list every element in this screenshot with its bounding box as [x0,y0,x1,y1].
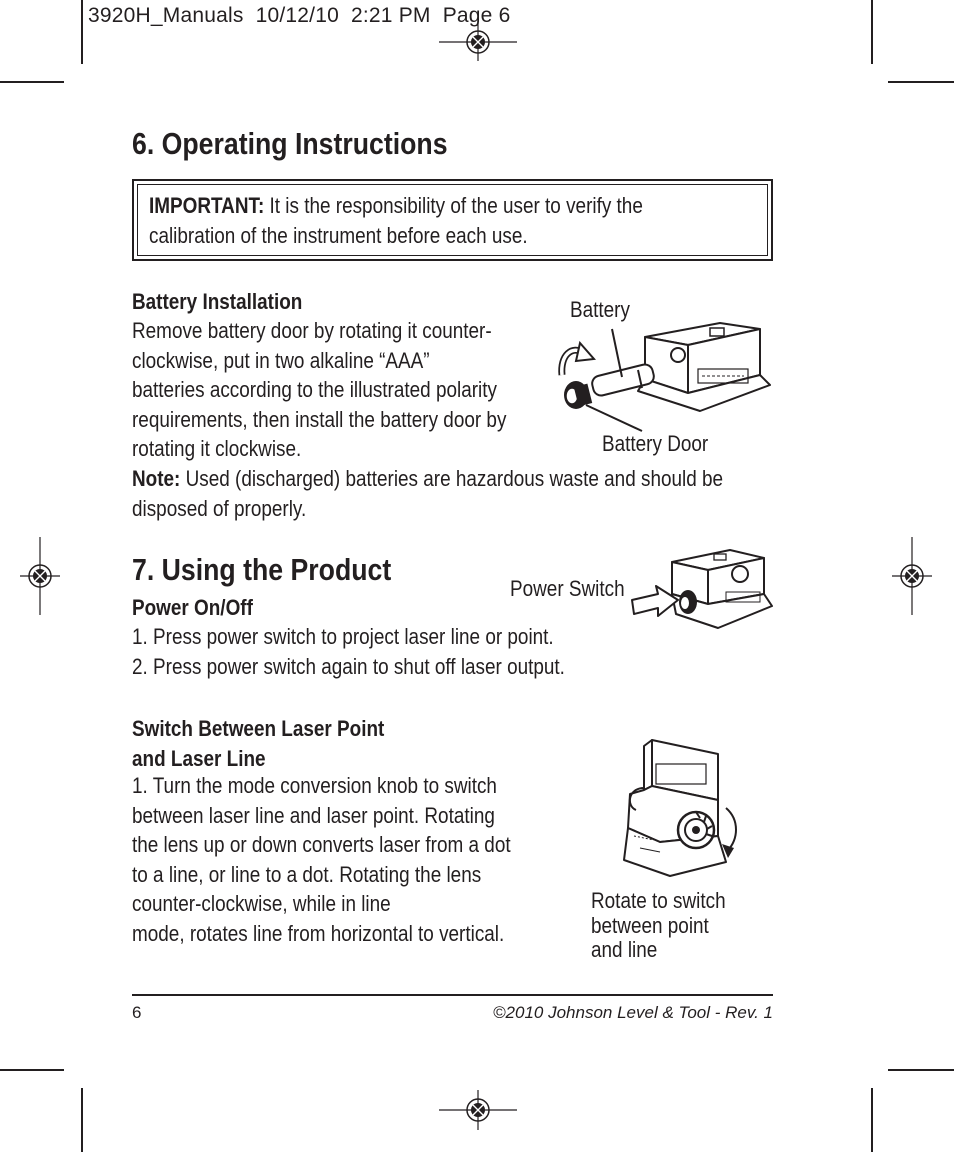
power-switch-illustration [630,548,778,640]
crop-mark-top-right-v [871,0,873,64]
crop-mark-top-left-v [81,0,83,64]
crop-mark-bottom-left-v [81,1088,83,1152]
note-label: Note: [132,466,181,491]
battery-installation-illustration [550,315,780,435]
mode-knob-illustration [600,736,750,884]
switch-text-line: the lens up or down converts laser from a dot [132,832,511,857]
switch-text-line: mode, rotates line from horizontal to vertical. [132,920,505,946]
figure-label-battery-door: Battery Door [602,431,709,456]
section-6-title: 6. Operating Instructions [132,126,448,161]
battery-text-line: requirements, then install the battery door by [132,406,507,432]
registration-mark-right-icon [892,537,932,615]
mode-knob-caption [591,889,726,963]
important-notice-box [132,179,773,261]
battery-installation-text [132,316,506,464]
crop-mark-top-left-h [0,81,64,83]
power-on-off-steps [132,622,565,681]
switch-text-line: 1. Turn the mode conversion knob to switch [132,773,497,798]
print-slug-line: 3920H_Manuals 10/12/10 2:21 PM Page 6 [88,4,511,27]
registration-mark-top-icon [439,23,517,61]
switch-mode-text [132,771,511,948]
mode-knob-caption-line: Rotate to switch [591,888,726,913]
crop-mark-bottom-right-v [871,1088,873,1152]
power-step: 2. Press power switch again to shut off laser output. [132,653,565,679]
switch-mode-heading-line-2: and Laser Line [132,745,266,771]
footer-rule [132,994,773,996]
battery-text-line: batteries according to the illustrated polarity [132,377,497,402]
section-7-title: 7. Using the Product [132,552,392,587]
registration-mark-bottom-icon [439,1090,517,1130]
important-text-line-1: It is the responsibility of the user to verify the [264,193,643,218]
battery-text-line: Remove battery door by rotating it counter- [132,318,492,343]
figure-label-power-switch: Power Switch [510,576,625,601]
mode-knob-caption-line: between point [591,912,709,938]
registration-mark-left-icon [20,537,60,615]
crop-mark-top-right-h [888,81,954,83]
important-label: IMPORTANT: [149,193,265,218]
battery-text-line: rotating it clockwise. [132,436,302,461]
page-number: 6 [132,1003,142,1022]
switch-text-line: counter-clockwise, while in line [132,891,391,916]
power-step: 1. Press power switch to project laser line or point. [132,624,554,649]
power-on-off-heading: Power On/Off [132,595,253,620]
switch-text-line: to a line, or line to a dot. Rotating the lens [132,861,482,887]
note-text-line-1: Used (discharged) batteries are hazardous waste and should be [180,466,724,491]
crop-mark-bottom-left-h [0,1069,64,1071]
mode-knob-caption-line: and line [591,937,658,962]
battery-disposal-note [132,464,723,523]
note-text-line-2: disposed of properly. [132,495,307,521]
copyright-notice: ©2010 Johnson Level & Tool - Rev. 1 [493,1003,773,1022]
switch-mode-heading-line-1: Switch Between Laser Point [132,716,385,741]
battery-installation-heading: Battery Installation [132,289,303,314]
switch-text-line: between laser line and laser point. Rotating [132,802,495,828]
battery-text-line: clockwise, put in two alkaline “AAA” [132,347,430,373]
crop-mark-bottom-right-h [888,1069,954,1071]
switch-mode-heading [132,714,384,773]
figure-label-battery: Battery [570,297,630,322]
important-text-line-2: calibration of the instrument before each use. [149,222,528,248]
